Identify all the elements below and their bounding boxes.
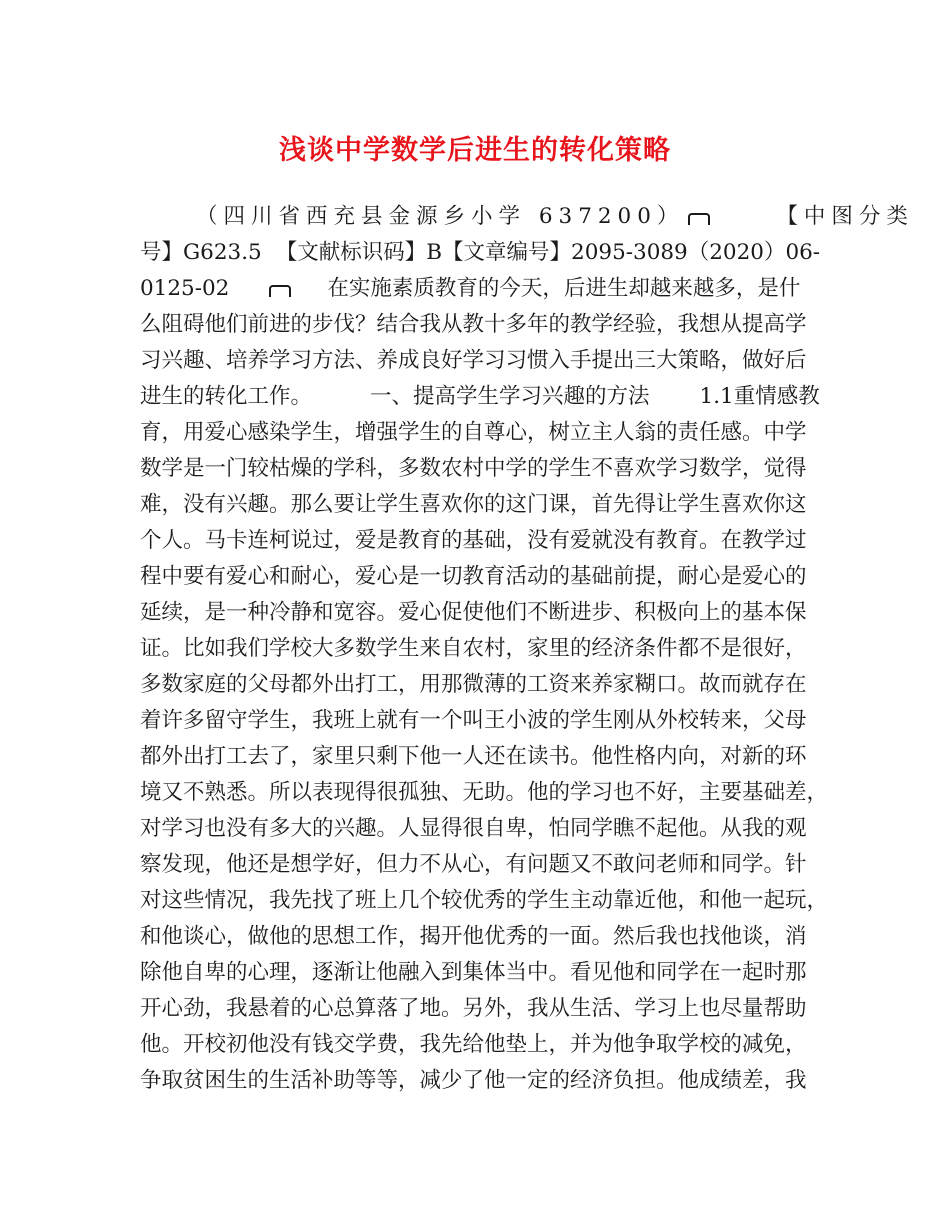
article-body [140, 199, 914, 1099]
paragraph-line: 察发现，他还是想学好，但力不从心，有问题又不敢问老师和同学。针 [140, 852, 807, 877]
paragraph-line: 程中要有爱心和耐心，爱心是一切教育活动的基础前提，耐心是爱心的 [140, 564, 807, 589]
section-mark-icon [688, 213, 710, 225]
meta-line-3 [140, 271, 814, 307]
page-range: 0125-02 [140, 276, 230, 301]
paragraph-line: 延续，是一种冷静和宽容。爱心促使他们不断进步、积极向上的基本保 [140, 600, 807, 625]
paragraph-line-with-heading [140, 379, 820, 415]
paragraph-line: 和他谈心，做他的思想工作，揭开他优秀的一面。然后我也找他谈，消 [140, 924, 807, 949]
paragraph-line: 争取贫困生的生活补助等等，减少了他一定的经济负担。他成绩差，我 [140, 1068, 807, 1093]
paragraph-line: 进生的转化工作。 [140, 384, 313, 409]
paragraph-line: 都外出打工去了，家里只剩下他一人还在读书。他性格内向，对新的环 [140, 744, 807, 769]
paragraph-line: 证。比如我们学校大多数学生来自农村，家里的经济条件都不是很好， [140, 636, 807, 661]
paragraph-line: 难，没有兴趣。那么要让学生喜欢你的这门课，首先得让学生喜欢你这 [140, 492, 807, 517]
paragraph-line: 在实施素质教育的今天，后进生却越来越多，是什 [327, 276, 801, 301]
section-heading: 一、提高学生学习兴趣的方法 [370, 384, 650, 409]
paragraph-line: 开心劲，我悬着的心总算落了地。另外，我从生活、学习上也尽量帮助 [140, 996, 807, 1021]
paragraph-line: 么阻碍他们前进的步伐？结合我从教十多年的教学经验，我想从提高学 [140, 312, 807, 337]
meta-line-2 [140, 235, 821, 271]
paragraph-line: 对学习也没有多大的兴趣。人显得很自卑，怕同学瞧不起他。从我的观 [140, 816, 807, 841]
meta-line-1 [140, 199, 914, 235]
article-title: 浅谈中学数学后进生的转化策略 [279, 135, 671, 166]
section-mark-icon [269, 285, 291, 297]
clc-number: 号】G623.5 [140, 240, 262, 265]
subsection-heading: 1.1重情感教 [699, 384, 820, 409]
paragraph-line: 境又不熟悉。所以表现得很孤独、无助。他的学习也不好，主要基础差， [140, 780, 829, 805]
affiliation: （四川省西充县金源乡小学 637200） [196, 204, 685, 229]
paragraph-line: 他。开校初他没有钱交学费，我先给他垫上，并为他争取学校的减免， [140, 1032, 807, 1057]
clc-label: 【中图分类 [776, 204, 914, 229]
paragraph-line: 习兴趣、培养学习方法、养成良好学习习惯入手提出三大策略，做好后 [140, 348, 807, 373]
doc-code: 【文献标识码】B【文章编号】2095-3089（2020）06- [275, 240, 821, 265]
paragraph-line: 多数家庭的父母都外出打工，用那微薄的工资来养家糊口。故而就存在 [140, 672, 807, 697]
paragraph-line: 除他自卑的心理，逐渐让他融入到集体当中。看见他和同学在一起时那 [140, 960, 807, 985]
paragraph-line: 着许多留守学生，我班上就有一个叫王小波的学生刚从外校转来，父母 [140, 708, 807, 733]
paragraph-line: 数学是一门较枯燥的学科，多数农村中学的学生不喜欢学习数学，觉得 [140, 456, 807, 481]
paragraph-line: 育，用爱心感染学生，增强学生的自尊心，树立主人翁的责任感。中学 [140, 420, 807, 445]
paragraph-line: 对这些情况，我先找了班上几个较优秀的学生主动靠近他，和他一起玩， [140, 888, 829, 913]
paragraph-line: 个人。马卡连柯说过，爱是教育的基础，没有爱就没有教育。在教学过 [140, 528, 807, 553]
